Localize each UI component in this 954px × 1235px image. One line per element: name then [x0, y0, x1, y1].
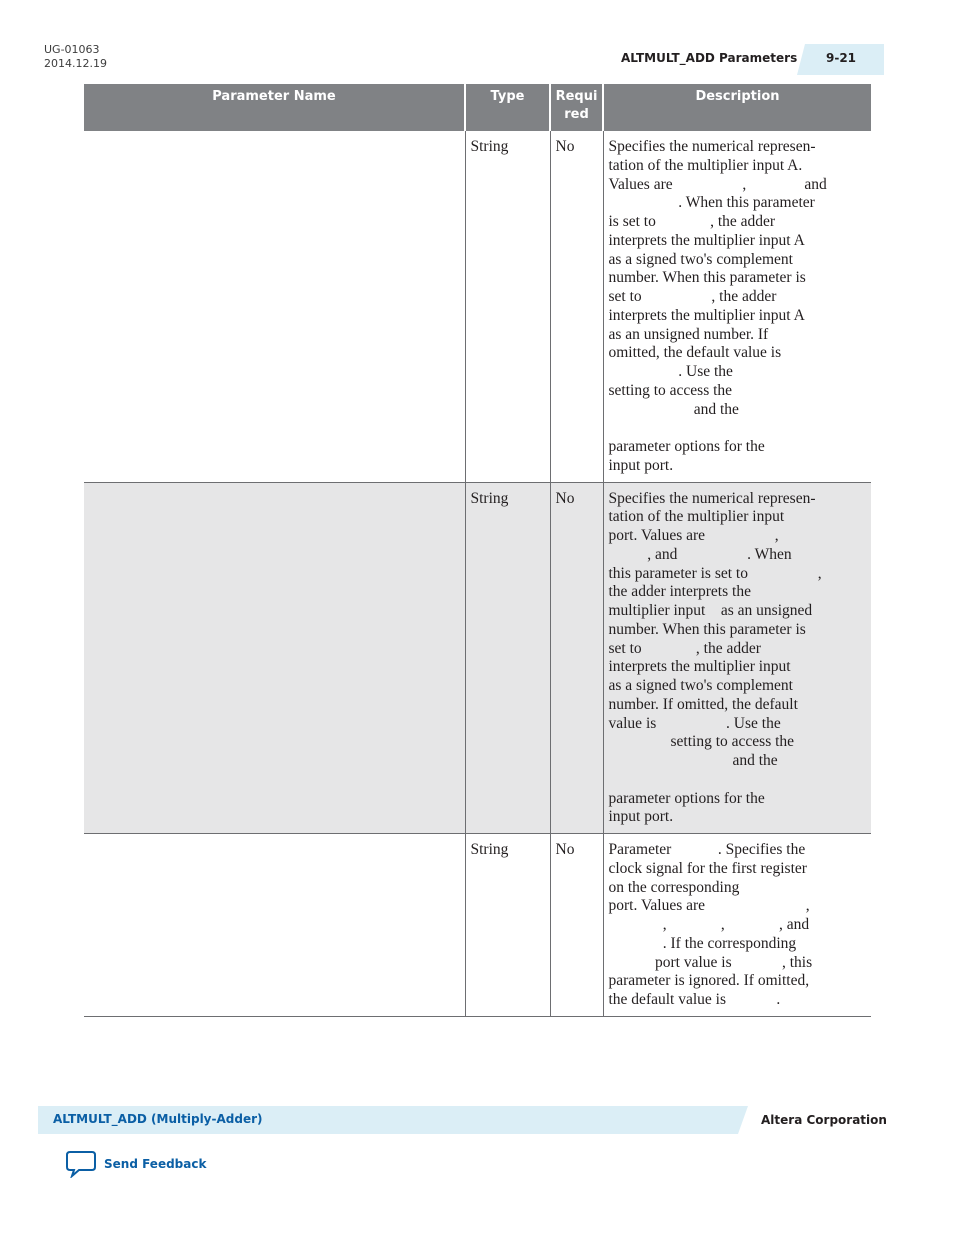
table-row	[84, 834, 871, 1017]
document-number: UG-01063	[44, 43, 100, 56]
parameter-name-cell	[84, 834, 465, 1017]
description-cell: Specifies the numerical represen- tation of the multiplier input A. Values are , and . When this parameter is set to , the adder interprets the multiplier input A as a signed two's complement number. When this parameter is set to , the adder interprets the multiplier input A as an unsigned number. If omitted, the default value is . Use the setting to access the and the parameter options for the input port.	[603, 131, 871, 482]
description-cell: Parameter . Specifies the clock signal for the first register on the corresponding port. Values are , , , , and . If the corresponding port value is , this parameter is ignored. If omitted, the default value is .	[603, 834, 871, 1017]
speech-bubble-icon	[66, 1150, 96, 1178]
table-row	[84, 131, 871, 482]
type-cell: String	[465, 834, 550, 1017]
parameter-name-cell	[84, 482, 465, 834]
parameter-name-cell	[84, 131, 465, 482]
column-header-type: Type	[465, 84, 550, 131]
document-id	[44, 43, 107, 71]
page-number: 9-21	[826, 51, 857, 65]
column-header-parameter-name: Parameter Name	[84, 84, 465, 131]
required-cell: No	[550, 482, 603, 834]
send-feedback-link[interactable]	[66, 1150, 206, 1178]
chapter-title-link[interactable]: ALTMULT_ADD (Multiply-Adder)	[53, 1112, 263, 1126]
company-name: Altera Corporation	[761, 1113, 887, 1127]
type-cell: String	[465, 482, 550, 834]
document-date: 2014.12.19	[44, 57, 107, 70]
type-cell: String	[465, 131, 550, 482]
table-header-row	[84, 84, 871, 131]
required-cell: No	[550, 131, 603, 482]
section-title: ALTMULT_ADD Parameters	[621, 51, 798, 65]
column-header-description: Description	[603, 84, 871, 131]
table-row	[84, 482, 871, 834]
required-cell: No	[550, 834, 603, 1017]
parameters-table	[84, 84, 871, 1017]
description-cell: Specifies the numerical represen- tation of the multiplier input port. Values are , , and . When this parameter is set to , the adder interprets the multiplier input as an unsigned number. When this parameter is set to , the adder interprets the multiplier input as a signed two's complement number. If omitted, the default value is . Use the setting to access the and the parameter options for the input port.	[603, 482, 871, 834]
column-header-required: Requi red	[550, 84, 603, 131]
send-feedback-label[interactable]: Send Feedback	[104, 1157, 207, 1171]
